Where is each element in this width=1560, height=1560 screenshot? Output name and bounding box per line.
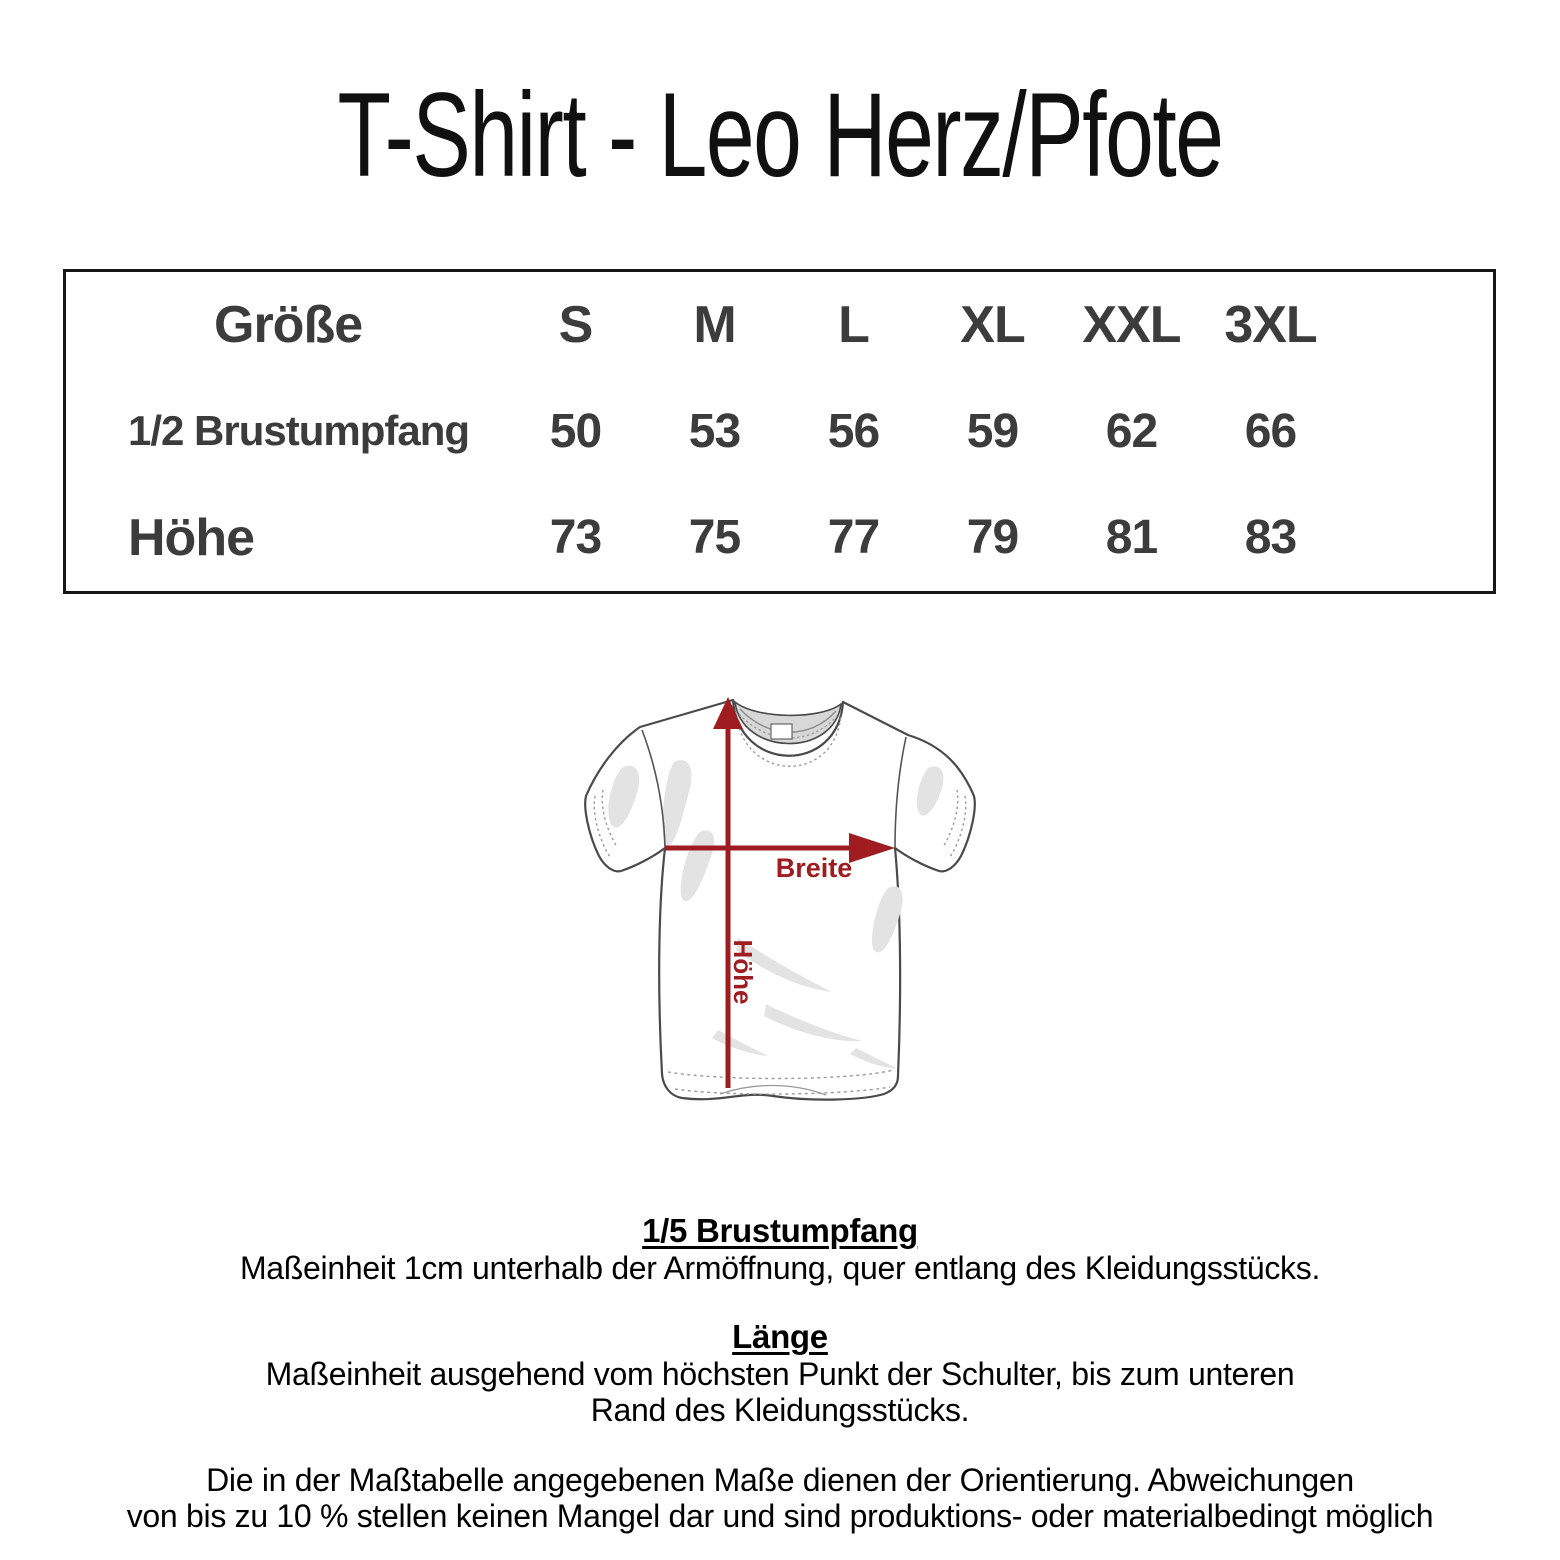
note-line: Rand des Kleidungsstücks. bbox=[590, 1392, 970, 1428]
collar-label bbox=[771, 724, 792, 739]
table-cell: 53 bbox=[688, 404, 741, 458]
note-line: Maßeinheit 1cm unterhalb der Armöffnung, quer entlang des Kleidungsstücks. bbox=[239, 1250, 1321, 1286]
table-cell: 56 bbox=[827, 404, 880, 458]
page-title: T-Shirt - Leo Herz/Pfote bbox=[337, 68, 1223, 202]
size-col-l: L bbox=[838, 296, 869, 355]
note-laenge bbox=[0, 1318, 1560, 1428]
row-label-brustumpfang: 1/2 Brustumpfang bbox=[128, 407, 470, 455]
size-col-xxl: XXL bbox=[1082, 296, 1181, 355]
note-brustumpfang bbox=[0, 1212, 1560, 1286]
size-col-s: S bbox=[558, 296, 593, 355]
note-heading: Länge bbox=[732, 1318, 828, 1355]
height-arrow-label: Höhe bbox=[728, 939, 758, 1005]
size-col-xl: XL bbox=[960, 296, 1025, 355]
table-cell: 77 bbox=[827, 511, 880, 565]
table-cell: 75 bbox=[688, 511, 741, 565]
note-line: Die in der Maßtabelle angegebenen Maße dienen der Orientierung. Abweichungen bbox=[206, 1462, 1354, 1498]
table-cell: 50 bbox=[549, 404, 602, 458]
note-line: Maßeinheit ausgehend vom höchsten Punkt der Schulter, bis zum unteren bbox=[265, 1356, 1295, 1392]
size-table-header-label: Größe bbox=[214, 296, 363, 355]
table-cell: 83 bbox=[1244, 511, 1297, 565]
table-cell: 62 bbox=[1105, 404, 1158, 458]
table-cell: 66 bbox=[1244, 404, 1297, 458]
size-col-3xl: 3XL bbox=[1224, 296, 1317, 355]
width-arrow-label: Breite bbox=[775, 853, 853, 883]
row-label-hoehe: Höhe bbox=[128, 508, 254, 567]
note-disclaimer bbox=[0, 1462, 1560, 1534]
note-line: von bis zu 10 % stellen keinen Mangel dar und sind produktions- oder materialbedingt möglich bbox=[126, 1498, 1434, 1534]
table-cell: 59 bbox=[966, 404, 1019, 458]
table-cell: 81 bbox=[1105, 511, 1158, 565]
size-col-m: M bbox=[693, 296, 736, 355]
size-table bbox=[63, 269, 1496, 594]
tshirt-outline bbox=[585, 700, 975, 1100]
tshirt-measurement-diagram bbox=[570, 650, 1030, 1120]
table-cell: 73 bbox=[549, 511, 602, 565]
table-cell: 79 bbox=[966, 511, 1019, 565]
note-heading: 1/5 Brustumpfang bbox=[642, 1212, 918, 1249]
